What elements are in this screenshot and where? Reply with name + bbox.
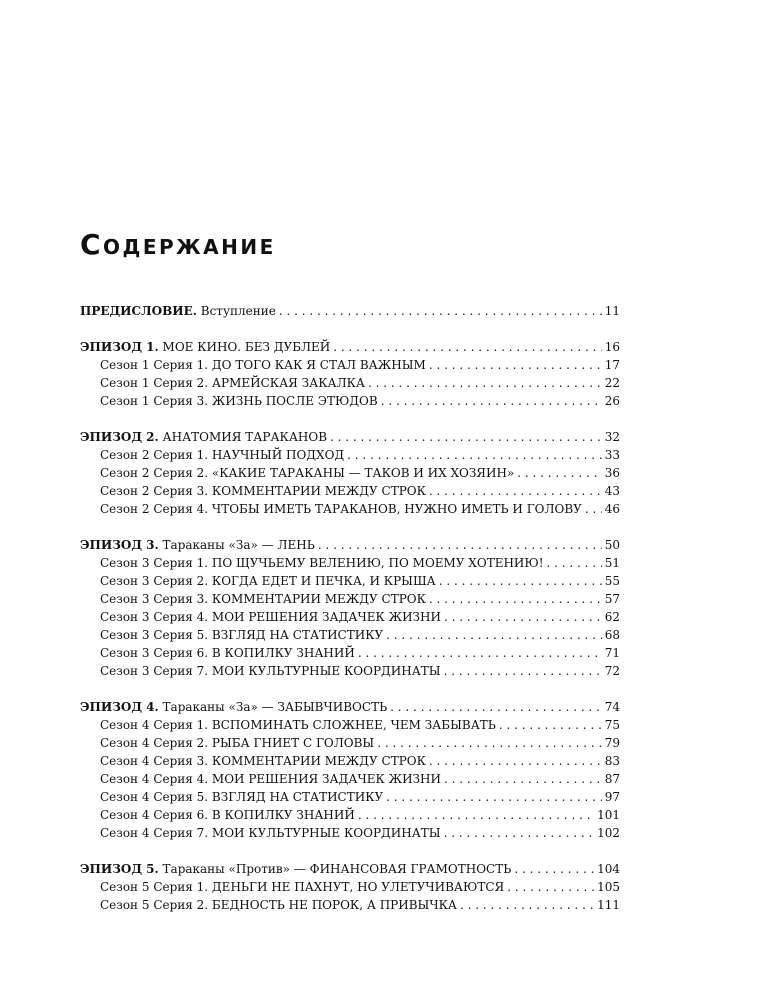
section-heading — [80, 338, 330, 356]
dot-leader — [377, 734, 601, 752]
dot-leader — [439, 572, 602, 590]
toc-subentry[interactable] — [80, 446, 620, 464]
toc-subentry[interactable] — [80, 644, 620, 662]
page-number: 46 — [604, 502, 620, 516]
subentry-title: Сезон 3 Серия 1. ПО ЩУЧЬЕМУ ВЕЛЕНИЮ, ПО МОЕМУ ХОТЕНИЮ! — [100, 556, 544, 570]
subentry-title: Сезон 1 Серия 3. ЖИЗНЬ ПОСЛЕ ЭТЮДОВ — [100, 394, 378, 408]
subentry-title: Сезон 4 Серия 2. РЫБА ГНИЕТ С ГОЛОВЫ — [100, 736, 375, 750]
dot-leader — [517, 464, 601, 482]
section-gap — [80, 320, 620, 338]
section-gap — [80, 680, 620, 698]
toc-subentry[interactable] — [80, 806, 620, 824]
dot-leader — [347, 446, 602, 464]
page-number: 72 — [604, 664, 620, 678]
page-number: 22 — [604, 376, 620, 390]
toc-subentry[interactable] — [80, 824, 620, 842]
page-number: 43 — [604, 484, 620, 498]
subentry-title: Сезон 1 Серия 2. АРМЕЙСКАЯ ЗАКАЛКА — [100, 376, 365, 390]
page-number: 111 — [597, 898, 620, 912]
dot-leader — [330, 428, 602, 446]
toc-subentry[interactable] — [80, 752, 620, 770]
subentry-title: Сезон 2 Серия 4. ЧТОБЫ ИМЕТЬ ТАРАКАНОВ, НУЖНО ИМЕТЬ И ГОЛОВУ — [100, 502, 582, 516]
subentry-title: Сезон 3 Серия 3. КОММЕНТАРИИ МЕЖДУ СТРОК — [100, 592, 426, 606]
page-number: 79 — [604, 736, 620, 750]
page-number: 57 — [604, 592, 620, 606]
section-gap — [80, 842, 620, 860]
dot-leader — [386, 626, 602, 644]
page-number: 75 — [604, 718, 620, 732]
section-heading — [80, 536, 315, 554]
toc-subentry[interactable] — [80, 626, 620, 644]
page-number: 51 — [604, 556, 620, 570]
toc-subentry[interactable] — [80, 716, 620, 734]
table-of-contents — [80, 302, 620, 914]
subentry-title: Сезон 4 Серия 7. МОИ КУЛЬТУРНЫЕ КООРДИНАТЫ — [100, 826, 441, 840]
section-title: Тараканы «За» — ЗАБЫВЧИВОСТЬ — [162, 700, 388, 714]
dot-leader — [460, 896, 594, 914]
page-number: 17 — [604, 358, 620, 372]
toc-section-entry[interactable] — [80, 698, 620, 716]
dot-leader — [444, 824, 594, 842]
section-label: ЭПИЗОД 2. — [80, 430, 159, 444]
toc-subentry[interactable] — [80, 662, 620, 680]
toc-subentry[interactable] — [80, 896, 620, 914]
dot-leader — [585, 500, 602, 518]
dot-leader — [368, 374, 602, 392]
subentry-title: Сезон 2 Серия 3. КОММЕНТАРИИ МЕЖДУ СТРОК — [100, 484, 426, 498]
toc-subentry[interactable] — [80, 554, 620, 572]
page-number: 50 — [604, 538, 620, 552]
section-title: АНАТОМИЯ ТАРАКАНОВ — [162, 430, 328, 444]
toc-subentry[interactable] — [80, 482, 620, 500]
subentry-title: Сезон 4 Серия 4. МОИ РЕШЕНИЯ ЗАДАЧЕК ЖИЗНИ — [100, 772, 441, 786]
toc-subentry[interactable] — [80, 878, 620, 896]
subentry-title: Сезон 5 Серия 2. БЕДНОСТЬ НЕ ПОРОК, А ПРИВЫЧКА — [100, 898, 457, 912]
subentry-title: Сезон 2 Серия 1. НАУЧНЫЙ ПОДХОД — [100, 448, 345, 462]
subentry-title: Сезон 1 Серия 1. ДО ТОГО КАК Я СТАЛ ВАЖНЫМ — [100, 358, 426, 372]
toc-subentry[interactable] — [80, 608, 620, 626]
page-number: 101 — [597, 808, 620, 822]
dot-leader — [381, 392, 602, 410]
dot-leader — [390, 698, 602, 716]
toc-subentry[interactable] — [80, 464, 620, 482]
page-number: 55 — [604, 574, 620, 588]
toc-subentry[interactable] — [80, 374, 620, 392]
section-label: ЭПИЗОД 1. — [80, 340, 159, 354]
toc-subentry[interactable] — [80, 356, 620, 374]
page-number: 16 — [604, 340, 620, 354]
dot-leader — [547, 554, 602, 572]
toc-section-entry[interactable] — [80, 860, 620, 878]
section-title: МОЕ КИНО. БЕЗ ДУБЛЕЙ — [162, 340, 331, 354]
toc-section-entry[interactable] — [80, 338, 620, 356]
subentry-title: Сезон 3 Серия 4. МОИ РЕШЕНИЯ ЗАДАЧЕК ЖИЗНИ — [100, 610, 441, 624]
page-title: Содержание — [80, 228, 276, 261]
dot-leader — [358, 806, 594, 824]
page-number: 83 — [604, 754, 620, 768]
dot-leader — [444, 662, 602, 680]
page-number: 102 — [597, 826, 620, 840]
page-number: 32 — [604, 430, 620, 444]
section-gap — [80, 410, 620, 428]
section-label: ЭПИЗОД 4. — [80, 700, 159, 714]
section-heading — [80, 860, 511, 878]
section-heading — [80, 302, 276, 320]
page-number: 105 — [597, 880, 620, 894]
page-number: 33 — [604, 448, 620, 462]
page-number: 62 — [604, 610, 620, 624]
toc-section-entry[interactable] — [80, 302, 620, 320]
page-number: 26 — [604, 394, 620, 408]
page-number: 104 — [597, 862, 620, 876]
subentry-title: Сезон 3 Серия 5. ВЗГЛЯД НА СТАТИСТИКУ — [100, 628, 384, 642]
subentry-title: Сезон 4 Серия 1. ВСПОМИНАТЬ СЛОЖНЕЕ, ЧЕМ ЗАБЫВАТЬ — [100, 718, 496, 732]
section-title: Тараканы «За» — ЛЕНЬ — [162, 538, 315, 552]
dot-leader — [318, 536, 602, 554]
toc-section-entry[interactable] — [80, 428, 620, 446]
section-title: Тараканы «Против» — ФИНАНСОВАЯ ГРАМОТНОСТЬ — [162, 862, 512, 876]
toc-subentry[interactable] — [80, 788, 620, 806]
page-number: 87 — [604, 772, 620, 786]
dot-leader — [358, 644, 602, 662]
section-heading — [80, 428, 327, 446]
dot-leader — [444, 770, 602, 788]
dot-leader — [386, 788, 602, 806]
toc-subentry[interactable] — [80, 770, 620, 788]
toc-subentry[interactable] — [80, 734, 620, 752]
dot-leader — [333, 338, 601, 356]
subentry-title: Сезон 3 Серия 2. КОГДА ЕДЕТ И ПЕЧКА, И КРЫША — [100, 574, 436, 588]
dot-leader — [429, 356, 602, 374]
dot-leader — [444, 608, 602, 626]
dot-leader — [429, 752, 602, 770]
toc-subentry[interactable] — [80, 500, 620, 518]
dot-leader — [514, 860, 594, 878]
dot-leader — [279, 302, 602, 320]
subentry-title: Сезон 4 Серия 3. КОММЕНТАРИИ МЕЖДУ СТРОК — [100, 754, 426, 768]
section-heading — [80, 698, 387, 716]
toc-section-entry[interactable] — [80, 536, 620, 554]
subentry-title: Сезон 4 Серия 6. В КОПИЛКУ ЗНАНИЙ — [100, 808, 355, 822]
dot-leader — [429, 590, 602, 608]
page-number: 68 — [604, 628, 620, 642]
page-number: 97 — [604, 790, 620, 804]
section-label: ПРЕДИСЛОВИЕ. — [80, 304, 197, 318]
dot-leader — [499, 716, 602, 734]
section-label: ЭПИЗОД 3. — [80, 538, 159, 552]
section-gap — [80, 518, 620, 536]
subentry-title: Сезон 4 Серия 5. ВЗГЛЯД НА СТАТИСТИКУ — [100, 790, 384, 804]
subentry-title: Сезон 5 Серия 1. ДЕНЬГИ НЕ ПАХНУТ, НО УЛЕТУЧИВАЮТСЯ — [100, 880, 505, 894]
page-number: 36 — [604, 466, 620, 480]
toc-subentry[interactable] — [80, 392, 620, 410]
section-label: ЭПИЗОД 5. — [80, 862, 159, 876]
section-title: Вступление — [200, 304, 276, 318]
toc-subentry[interactable] — [80, 590, 620, 608]
page-number: 11 — [604, 304, 620, 318]
dot-leader — [507, 878, 594, 896]
subentry-title: Сезон 3 Серия 6. В КОПИЛКУ ЗНАНИЙ — [100, 646, 355, 660]
subentry-title: Сезон 2 Серия 2. «КАКИЕ ТАРАКАНЫ — ТАКОВ И ИХ ХОЗЯИН» — [100, 466, 515, 480]
toc-subentry[interactable] — [80, 572, 620, 590]
dot-leader — [429, 482, 602, 500]
page-number: 71 — [604, 646, 620, 660]
page-number: 74 — [604, 700, 620, 714]
subentry-title: Сезон 3 Серия 7. МОИ КУЛЬТУРНЫЕ КООРДИНАТЫ — [100, 664, 441, 678]
